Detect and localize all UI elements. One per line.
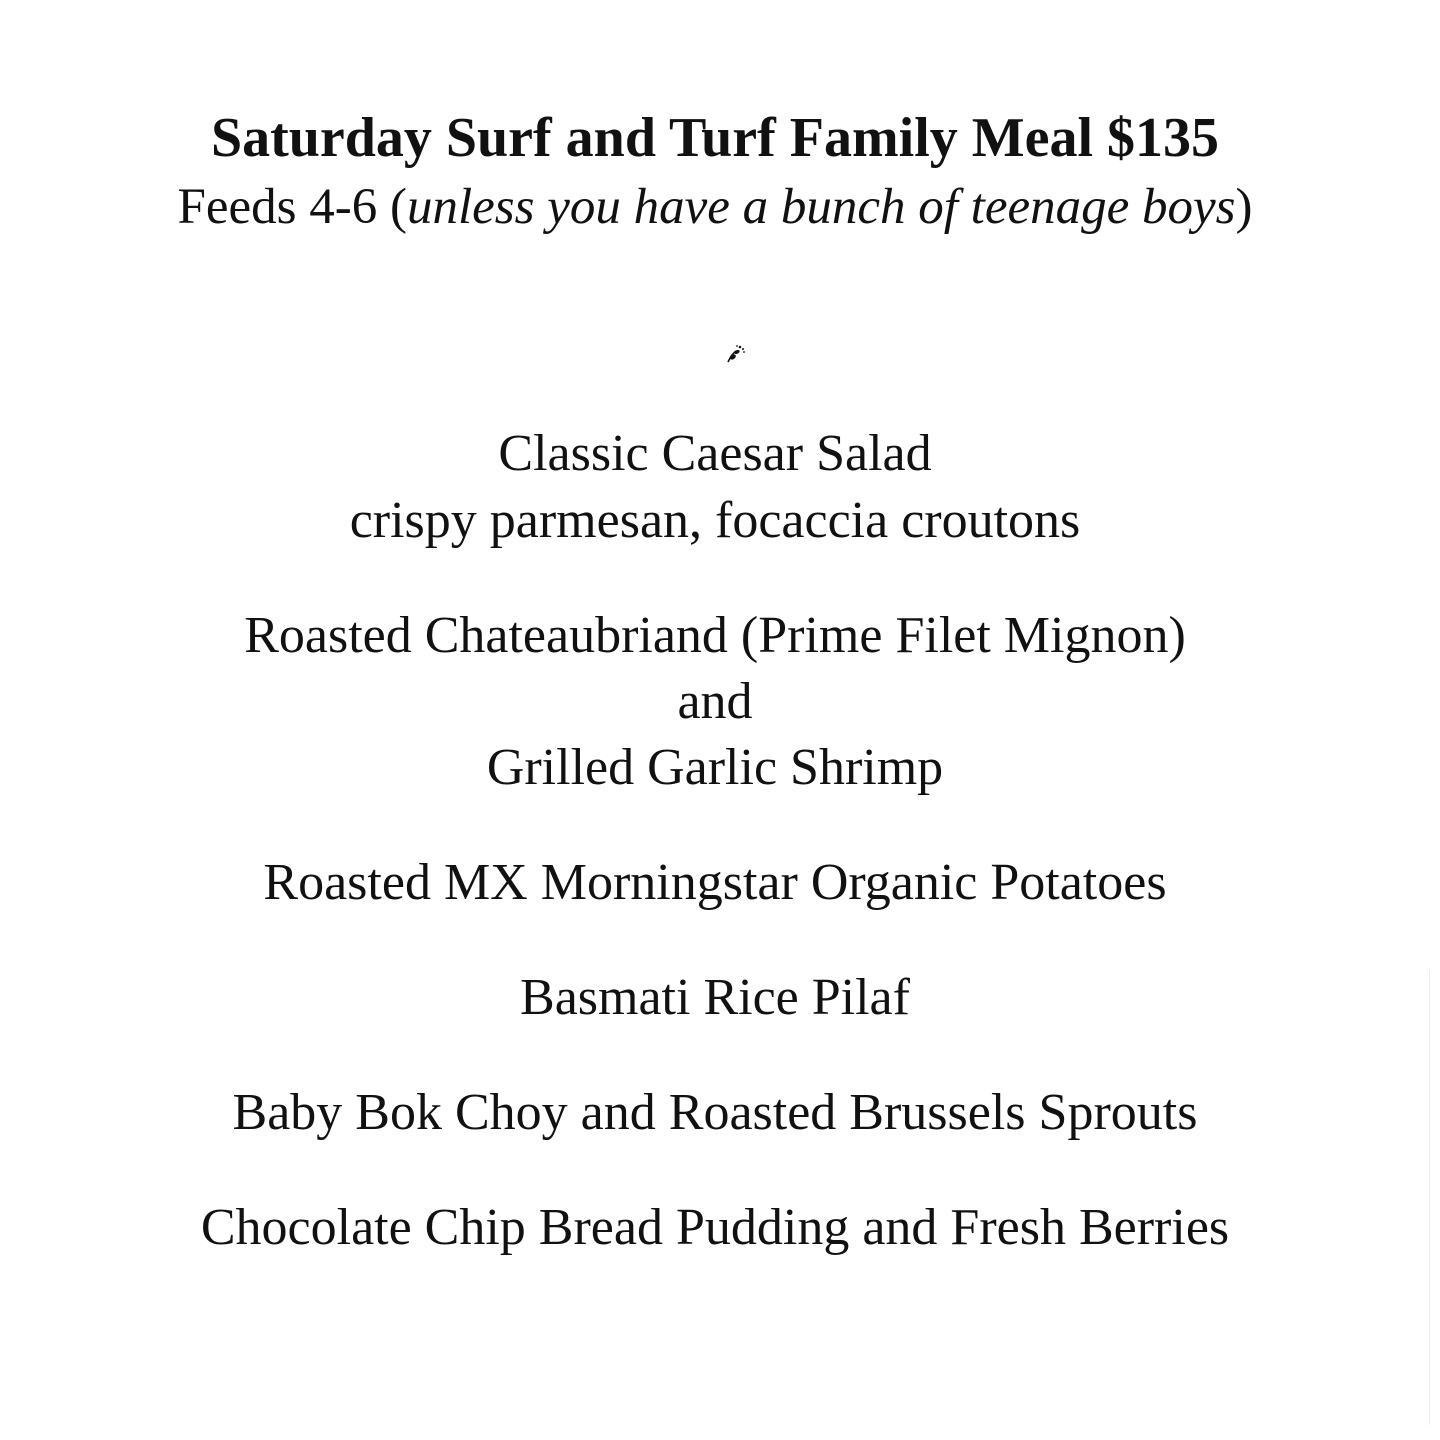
leaf-sprig-icon — [724, 340, 750, 366]
menu-subtitle — [0, 179, 1435, 235]
menu-title: Saturday Surf and Turf Family Meal $135 — [210, 107, 1220, 169]
page-edge-divider — [1429, 970, 1430, 1425]
course-main-name-2: Grilled Garlic Shrimp — [486, 739, 944, 796]
course-main-joiner: and — [677, 673, 753, 730]
course-salad-name: Classic Caesar Salad — [498, 425, 932, 482]
course-rice: Basmati Rice Pilaf — [520, 969, 910, 1026]
course-potatoes: Roasted MX Morningstar Organic Potatoes — [263, 854, 1167, 911]
subtitle-prefix: Feeds 4-6 ( — [177, 179, 407, 235]
course-vegetables: Baby Bok Choy and Roasted Brussels Sprouts — [232, 1084, 1198, 1141]
course-dessert: Chocolate Chip Bread Pudding and Fresh Berries — [200, 1199, 1230, 1256]
subtitle-suffix: ) — [1235, 179, 1253, 235]
course-main-name: Roasted Chateaubriand (Prime Filet Mignon) — [244, 607, 1186, 664]
subtitle-italic-note: unless you have a bunch of teenage boys — [406, 179, 1236, 235]
course-salad-description: crispy parmesan, focaccia croutons — [349, 492, 1081, 549]
